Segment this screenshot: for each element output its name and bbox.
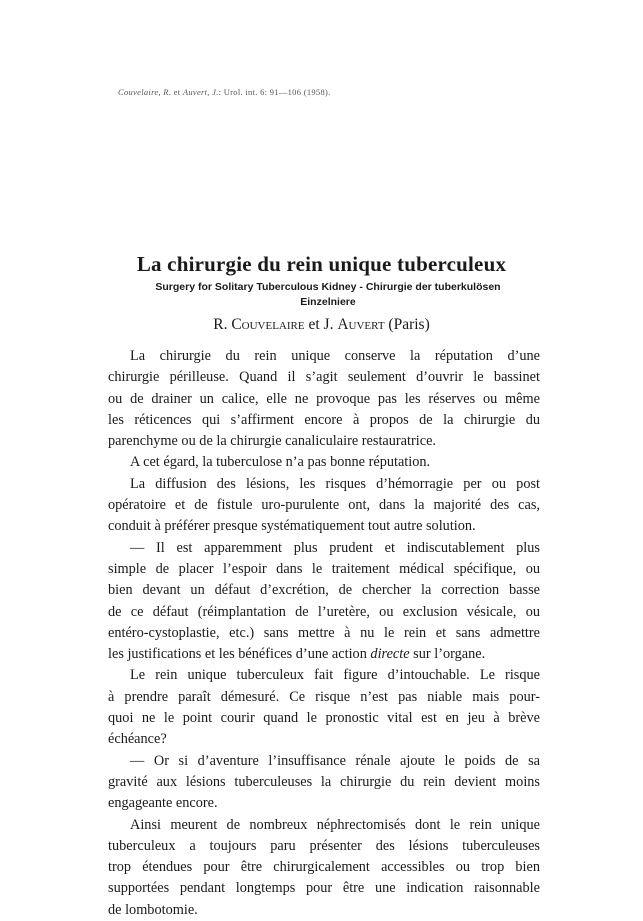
paragraph-line: tuberculeux a toujours paru présenter des lésions tuberculeuses [108, 837, 540, 854]
paragraph-line: les justifications et les bénéfices d’une action directe sur l’organe. [108, 646, 486, 663]
paragraph-line: bien devant un défaut d’excrétion, de chercher la correction basse [108, 582, 540, 599]
paragraph-line: échéance? [108, 731, 167, 748]
paragraph [108, 474, 540, 538]
paragraph [108, 452, 540, 473]
citation-line [118, 87, 331, 97]
author-2-initial: J. [323, 316, 338, 333]
author-1-initial: R. [213, 316, 232, 333]
citation-separator: et [171, 87, 183, 97]
paragraph [108, 665, 540, 750]
paragraph-line: conduit à préférer presque systématiquement tout autre solution. [108, 518, 476, 535]
article-title: La chirurgie du rein unique tuberculeux [136, 252, 507, 276]
paragraph [108, 538, 540, 666]
paragraph [108, 751, 540, 815]
author-city: (Paris) [384, 316, 430, 333]
author-joiner: et [304, 316, 324, 333]
paragraph-line: La chirurgie du rein unique conserve la réputation d’une [130, 348, 540, 364]
paragraph-line: entéro-cystoplastie, etc.) sans mettre à nu le rein et sans admettre [108, 624, 540, 641]
subtitle-line-1: Surgery for Solitary Tuberculous Kidney - Chirurgie der tuberkulösen [155, 281, 501, 293]
paragraph [108, 815, 540, 921]
paragraph-line: ou de drainer un calice, elle ne provoque pas les réserves ou même [108, 390, 540, 407]
paragraph-line: les réticences qui s’affirment encore à propos de la chirurgie du [108, 411, 540, 428]
article-subtitle [118, 280, 538, 310]
paragraph-line: quoi ne le point courir quand le pronostic vital est en jeu à brève [108, 710, 540, 727]
paragraph-line: simple de placer l’espoir dans le traitement médical spécifique, ou [108, 560, 540, 577]
emphasis: directe [370, 646, 410, 663]
paragraph-line: trop étendues pour être chirurgicalement accessibles ou trop bien [108, 859, 540, 876]
paragraph-line: de ce défaut (réimplantation de l’uretère, ou exclusion vésicale, ou [108, 603, 540, 620]
author-1-name: Couvelaire [231, 316, 305, 333]
paragraph-line: La diffusion des lésions, les risques d’hémorragie per ou post [130, 475, 540, 492]
paragraph-line: à prendre paraît démesuré. Ce risque n’est pas niable mais pour- [108, 688, 540, 705]
paragraph-line: opératoire et de fistule uro-purulente ont, dans la majorité des cas, [108, 497, 540, 514]
author-2-name: Auvert [337, 316, 385, 333]
paragraph-line: A cet égard, la tuberculose n’a pas bonne réputation. [130, 454, 431, 471]
paragraph-line: Le rein unique tuberculeux fait figure d’intouchable. Le risque [130, 667, 540, 684]
paragraph [108, 346, 540, 452]
paragraph-line: — Or si d’aventure l’insuffisance rénale ajoute le poids de sa [130, 752, 540, 769]
citation-source: : Urol. int. 6: 91—106 (1958). [218, 87, 331, 97]
paragraph-line: chirurgie périlleuse. Quand il s’agit seulement d’ouvrir le bassinet [108, 369, 540, 386]
paragraph-line: de lombotomie. [108, 901, 198, 918]
article-body [108, 346, 540, 921]
paragraph-line: Ainsi meurent de nombreux néphrectomisés dont le rein unique [130, 816, 540, 833]
paragraph-line: gravité aux lésions tuberculeuses la chirurgie du rein devient moins [108, 773, 540, 790]
paragraph-line: parenchyme ou de la chirurgie canaliculaire restauratrice. [108, 433, 436, 450]
author-line [0, 316, 643, 334]
paragraph-line: supportées pendant longtemps pour être une indication raisonnable [108, 880, 540, 897]
subtitle-line-2: Einzelniere [300, 296, 356, 308]
citation-author-1: Couvelaire, R. [118, 87, 172, 97]
citation-author-2: Auvert, J. [182, 87, 219, 97]
paragraph-line: engageante encore. [108, 795, 218, 812]
paragraph-line: — Il est apparemment plus prudent et indiscutablement plus [130, 539, 540, 556]
